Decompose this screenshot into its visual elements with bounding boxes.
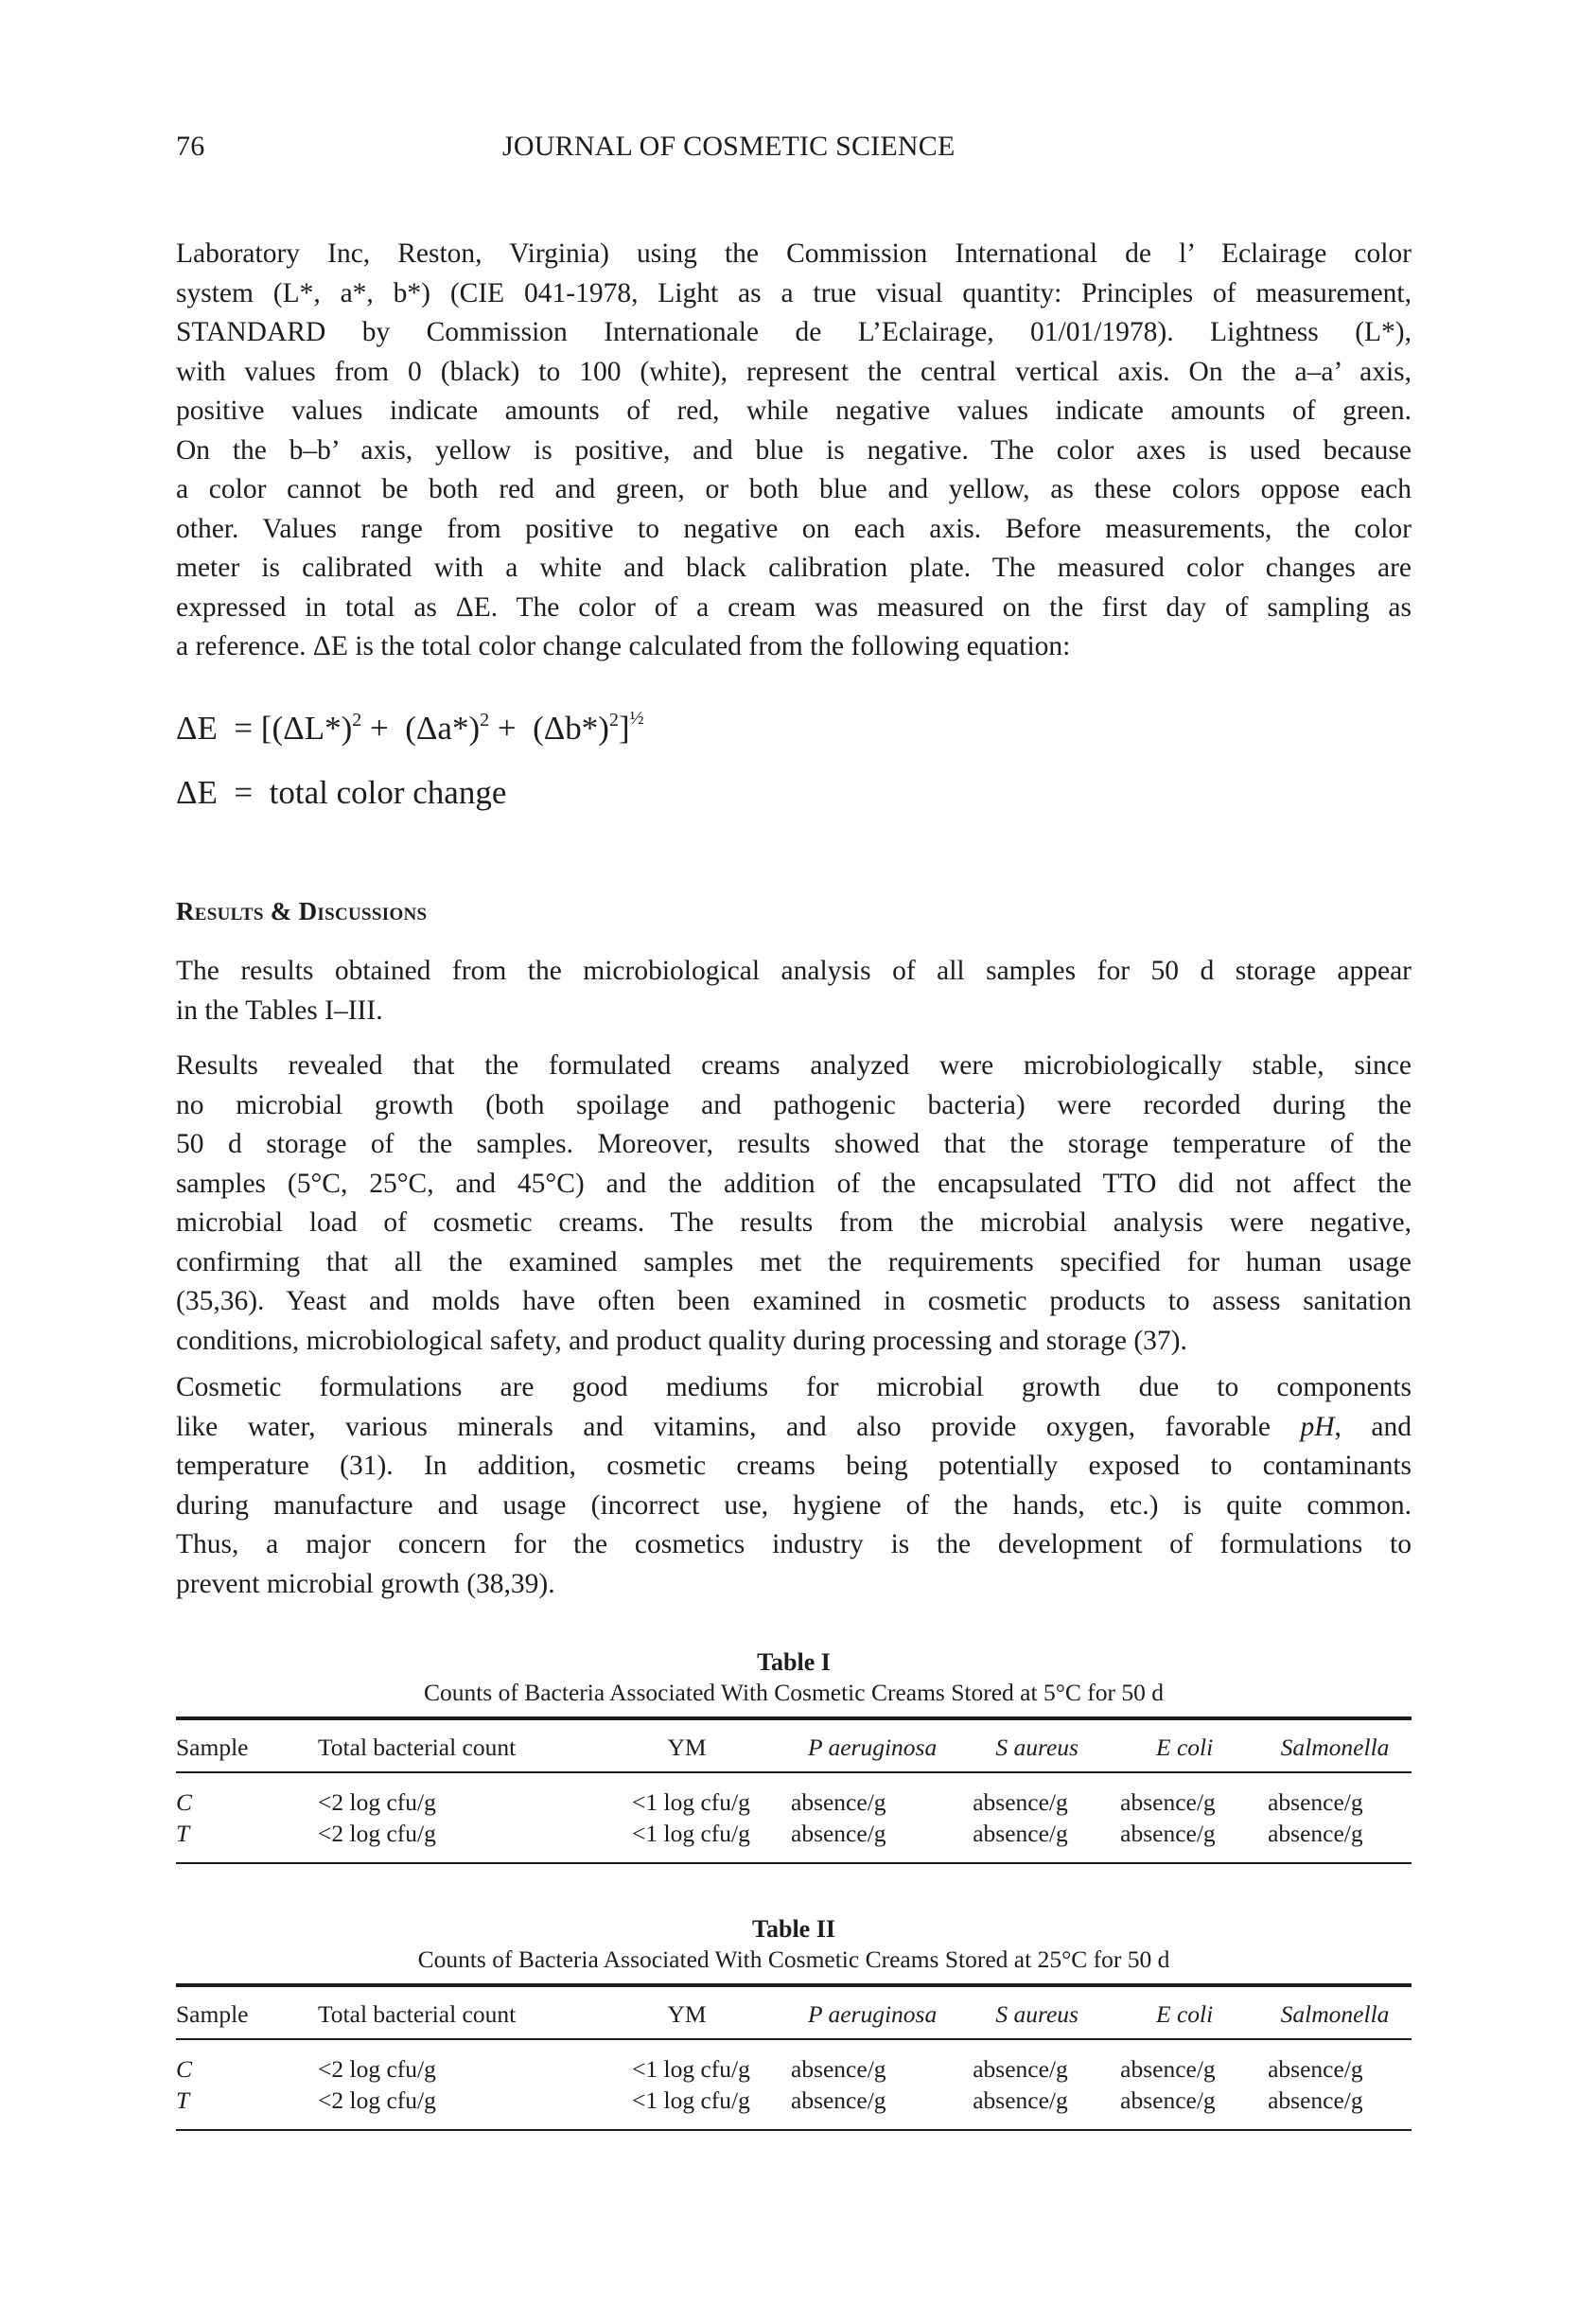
text-line: On the b–b’ axis, yellow is positive, and blue is negative. The color axes is used because: [176, 434, 1412, 466]
results-paragraph-1: [176, 952, 1412, 1030]
table-caption: Counts of Bacteria Associated With Cosmetic Creams Stored at 5°C for 50 d: [423, 1679, 1165, 1706]
column-header: P aeruginosa: [781, 1985, 963, 2039]
text-line: (35,36). Yeast and molds have often been examined in cosmetic products to assess sanitation: [176, 1286, 1412, 1316]
text-line: positive values indicate amounts of red, while negative values indicate amounts of green.: [176, 396, 1412, 426]
equation-term: (Δa*): [405, 710, 481, 747]
column-header: YM: [592, 1718, 781, 1772]
text-line: in the Tables I–III.: [176, 995, 383, 1026]
text-line: samples (5°C, 25°C, and 45°C) and the addition of the encapsulated TTO did not affect the: [176, 1168, 1412, 1199]
table-cell: absence/g: [1268, 2054, 1363, 2083]
table-cell: C: [176, 2054, 193, 2083]
table-cell: absence/g: [973, 1819, 1068, 1847]
table-2: [176, 1915, 1412, 2131]
equation-delta-e: [176, 708, 644, 748]
column-header: P aeruginosa: [781, 1718, 963, 1772]
text-line: Results revealed that the formulated creams analyzed were microbiologically stable, since: [176, 1050, 1412, 1081]
table-row: [176, 2039, 1412, 2085]
column-header: E coli: [1111, 1718, 1258, 1772]
text-line: confirming that all the examined samples met the requirements specified for human usage: [176, 1246, 1412, 1277]
table-cell: absence/g: [1120, 1819, 1216, 1847]
column-header: Total bacterial count: [299, 1718, 592, 1772]
table-cell: absence/g: [791, 1819, 886, 1847]
table-row: [176, 1772, 1412, 1818]
equals-sign: =: [234, 774, 254, 811]
text-line: STANDARD by Commission Internationale de L’Eclairage, 01/01/1978). Lightness (L*),: [176, 317, 1412, 347]
text-line: [176, 1408, 1412, 1448]
text-line: a color cannot be both red and green, or both blue and yellow, as these colors oppose each: [176, 474, 1412, 504]
plus-sign: +: [361, 710, 397, 747]
equation-term: ]: [618, 710, 630, 747]
equation-rhs: total color change: [269, 774, 507, 811]
equation-lhs: ΔE: [176, 774, 218, 811]
column-header: Salmonella: [1258, 1718, 1412, 1772]
column-header: Sample: [176, 1985, 299, 2039]
table-cell: <1 log cfu/g: [632, 2086, 750, 2114]
exponent: 2: [352, 710, 362, 731]
table-cell: C: [176, 1787, 193, 1816]
column-header: S aureus: [963, 1718, 1111, 1772]
table-cell: <1 log cfu/g: [632, 2054, 750, 2083]
equals-sign: =: [234, 710, 254, 747]
section-heading: Results & Discussions: [176, 897, 428, 925]
table-header-row: [176, 1985, 1412, 2039]
table-cell: T: [176, 1819, 190, 1847]
journal-title: JOURNAL OF COSMETIC SCIENCE: [502, 131, 956, 162]
intro-paragraph: [176, 235, 1412, 667]
text-line: microbial load of cosmetic creams. The results from the microbial analysis were negative,: [176, 1207, 1412, 1238]
table-cell: absence/g: [1268, 1819, 1363, 1847]
bacteria-counts-table: [176, 1983, 1412, 2131]
equation-term: (Δb*): [533, 710, 609, 747]
column-header: Salmonella: [1258, 1985, 1412, 2039]
text-line: other. Values range from positive to negative on each axis. Before measurements, the color: [176, 513, 1412, 544]
table-cell: <2 log cfu/g: [318, 2054, 436, 2083]
page-number: 76: [176, 131, 205, 162]
equation-term: [(ΔL*): [260, 710, 353, 747]
table-label: Table I: [757, 1648, 831, 1676]
table-cell: absence/g: [1120, 2086, 1216, 2114]
table-cell: absence/g: [1120, 2054, 1216, 2083]
results-paragraph-2: [176, 1047, 1412, 1361]
text-line: conditions, microbiological safety, and product quality during processing and storage (37).: [176, 1325, 1187, 1356]
text-line: 50 d storage of the samples. Moreover, results showed that the storage temperature of the: [176, 1129, 1412, 1159]
table-cell: absence/g: [1268, 1787, 1363, 1816]
table-row: [176, 2085, 1412, 2130]
ph-term: pH: [1300, 1411, 1335, 1442]
plus-sign: +: [489, 710, 525, 747]
table-cell: absence/g: [1120, 1787, 1216, 1816]
text-line: Cosmetic formulations are good mediums for microbial growth due to components: [176, 1372, 1412, 1402]
exponent: 2: [480, 710, 490, 731]
equation-definition: [176, 774, 506, 812]
text-line: no microbial growth (both spoilage and pathogenic bacteria) were recorded during the: [176, 1089, 1412, 1120]
column-header: E coli: [1111, 1985, 1258, 2039]
text-line: The results obtained from the microbiological analysis of all samples for 50 d storage appear: [176, 956, 1412, 986]
column-header: Total bacterial count: [299, 1985, 592, 2039]
table-label: Table II: [752, 1915, 835, 1943]
text-line: during manufacture and usage (incorrect use, hygiene of the hands, etc.) is quite common.: [176, 1489, 1412, 1521]
bacteria-counts-table: [176, 1716, 1412, 1864]
table-cell: T: [176, 2086, 190, 2114]
table-cell: absence/g: [973, 1787, 1068, 1816]
text-line: Laboratory Inc, Reston, Virginia) using the Commission International de l’ Eclairage color: [176, 238, 1412, 269]
text-fragment: like water, various minerals and vitamins, and also provide oxygen, favorable: [176, 1411, 1301, 1442]
table-header-row: [176, 1718, 1412, 1772]
table-cell: absence/g: [791, 2086, 886, 2114]
table-cell: <1 log cfu/g: [632, 1819, 750, 1847]
text-fragment: , and: [1334, 1411, 1412, 1442]
column-header: YM: [592, 1985, 781, 2039]
table-cell: absence/g: [1268, 2086, 1363, 2114]
table-cell: absence/g: [973, 2086, 1068, 2114]
text-line: expressed in total as ΔE. The color of a cream was measured on the first day of sampling as: [176, 591, 1412, 623]
table-cell: absence/g: [791, 1787, 886, 1816]
table-cell: <1 log cfu/g: [632, 1787, 750, 1816]
text-line: meter is calibrated with a white and black calibration plate. The measured color changes are: [176, 553, 1412, 583]
table-cell: <2 log cfu/g: [318, 1819, 436, 1847]
text-line: system (L*, a*, b*) (CIE 041-1978, Light as a true visual quantity: Principles of measurement,: [176, 277, 1412, 308]
text-line: prevent microbial growth (38,39).: [176, 1568, 555, 1599]
results-paragraph-3: [176, 1368, 1412, 1604]
column-header: Sample: [176, 1718, 299, 1772]
column-header: S aureus: [963, 1985, 1111, 2039]
table-cell: <2 log cfu/g: [318, 1787, 436, 1816]
text-line: a reference. ΔE is the total color change calculated from the following equation:: [176, 631, 1071, 661]
table-cell: absence/g: [791, 2054, 886, 2083]
exponent-half: ½: [629, 708, 644, 729]
exponent: 2: [608, 710, 619, 731]
table-row: [176, 1818, 1412, 1863]
text-line: with values from 0 (black) to 100 (white), represent the central vertical axis. On the a–a’ axis,: [176, 356, 1412, 387]
text-line: temperature (31). In addition, cosmetic creams being potentially exposed to contaminants: [176, 1451, 1412, 1481]
table-caption: Counts of Bacteria Associated With Cosmetic Creams Stored at 25°C for 50 d: [417, 1945, 1170, 1973]
table-cell: <2 log cfu/g: [318, 2086, 436, 2114]
table-1: [176, 1648, 1412, 1864]
equation-lhs: ΔE: [176, 710, 218, 747]
running-head: [176, 131, 1412, 168]
text-line: Thus, a major concern for the cosmetics industry is the development of formulations to: [176, 1529, 1412, 1559]
table-cell: absence/g: [973, 2054, 1068, 2083]
